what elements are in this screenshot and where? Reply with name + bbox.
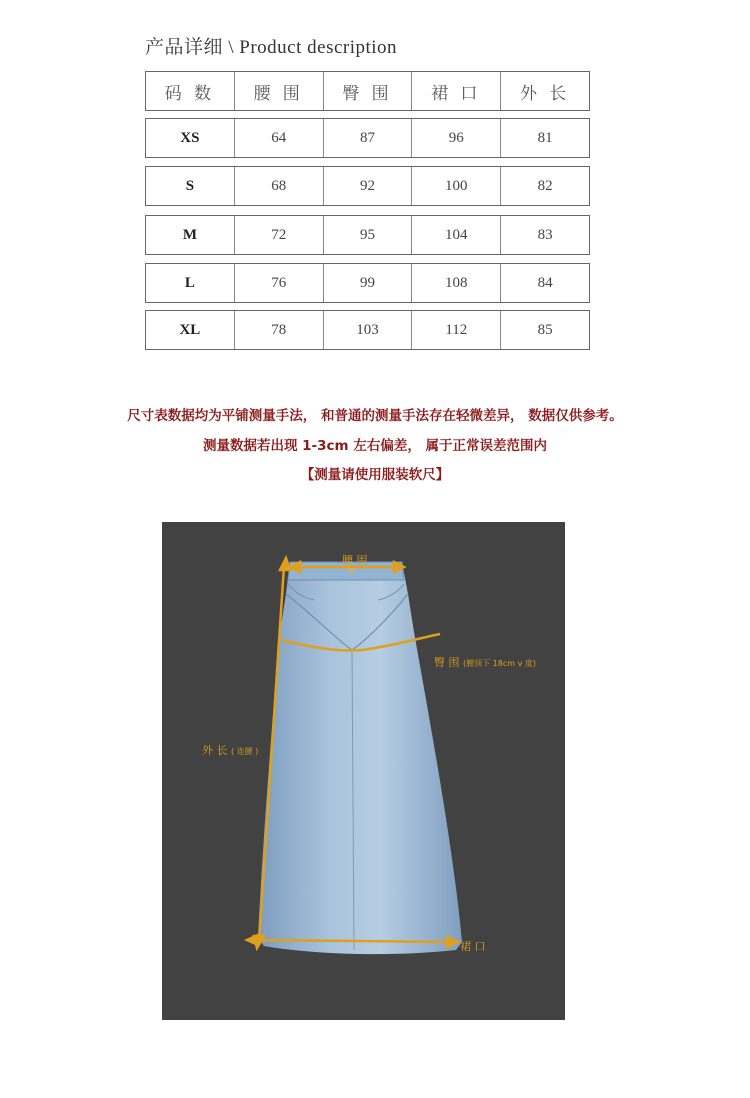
length-cell: 82	[537, 177, 553, 194]
waist-cell: 64	[235, 119, 324, 157]
size-cell: S	[146, 167, 235, 205]
hip-cell: 99	[324, 264, 413, 302]
note-line-1: 尺寸表数据均为平铺测量手法， 和普通的测量手法存在轻微差异， 数据仅供参考。	[127, 408, 623, 424]
hem-label: 裙 口	[460, 940, 486, 953]
measurement-diagram	[162, 522, 565, 1020]
length-label	[202, 742, 258, 758]
table-header-row	[145, 71, 590, 111]
hem-cell: 96	[412, 119, 501, 157]
length-label-text: 外 长	[202, 744, 228, 757]
size-cell: L	[146, 264, 235, 302]
size-cell: XL	[146, 311, 235, 349]
waist-cell: 76	[235, 264, 324, 302]
hem-cell: 108	[412, 264, 501, 302]
note-line-2: 测量数据若出现 1-3cm 左右偏差， 属于正常误差范围内	[202, 438, 548, 454]
waist-cell: 72	[235, 216, 324, 254]
waist-cell: 78	[235, 311, 324, 349]
hip-label	[434, 654, 536, 670]
hip-label-text: 臀 围	[434, 656, 460, 669]
table-row	[145, 215, 590, 255]
table-row	[145, 118, 590, 158]
hem-cell: 112	[412, 311, 501, 349]
skirt-illustration	[162, 522, 565, 1020]
hip-cell: 95	[324, 216, 413, 254]
note-line-3: 【测量请使用服装软尺】	[300, 467, 450, 483]
length-label-note: ( 连腰 )	[231, 747, 259, 756]
table-row	[145, 310, 590, 350]
waist-label: 腰 围	[342, 554, 368, 567]
header-hip: 臀 围	[324, 72, 413, 110]
header-length: 外 长	[519, 83, 571, 103]
hip-cell: 87	[324, 119, 413, 157]
header-hem: 裙 口	[412, 72, 501, 110]
skirt-shape	[258, 562, 462, 954]
header-waist: 腰 围	[235, 72, 324, 110]
hip-cell: 103	[324, 311, 413, 349]
section-title: 产品详细 \ Product description	[145, 37, 398, 58]
length-cell: 84	[537, 274, 553, 291]
hip-label-note: (腰顶下 18cm v 度)	[463, 659, 536, 668]
table-row	[145, 263, 590, 303]
size-cell: XS	[146, 119, 235, 157]
table-row	[145, 166, 590, 206]
length-cell: 81	[537, 129, 553, 146]
hem-cell: 100	[412, 167, 501, 205]
length-cell: 83	[537, 226, 553, 243]
header-size: 码 数	[146, 72, 235, 110]
waist-cell: 68	[235, 167, 324, 205]
length-cell: 85	[537, 321, 553, 338]
hip-cell: 92	[324, 167, 413, 205]
size-cell: M	[146, 216, 235, 254]
hem-cell: 104	[412, 216, 501, 254]
